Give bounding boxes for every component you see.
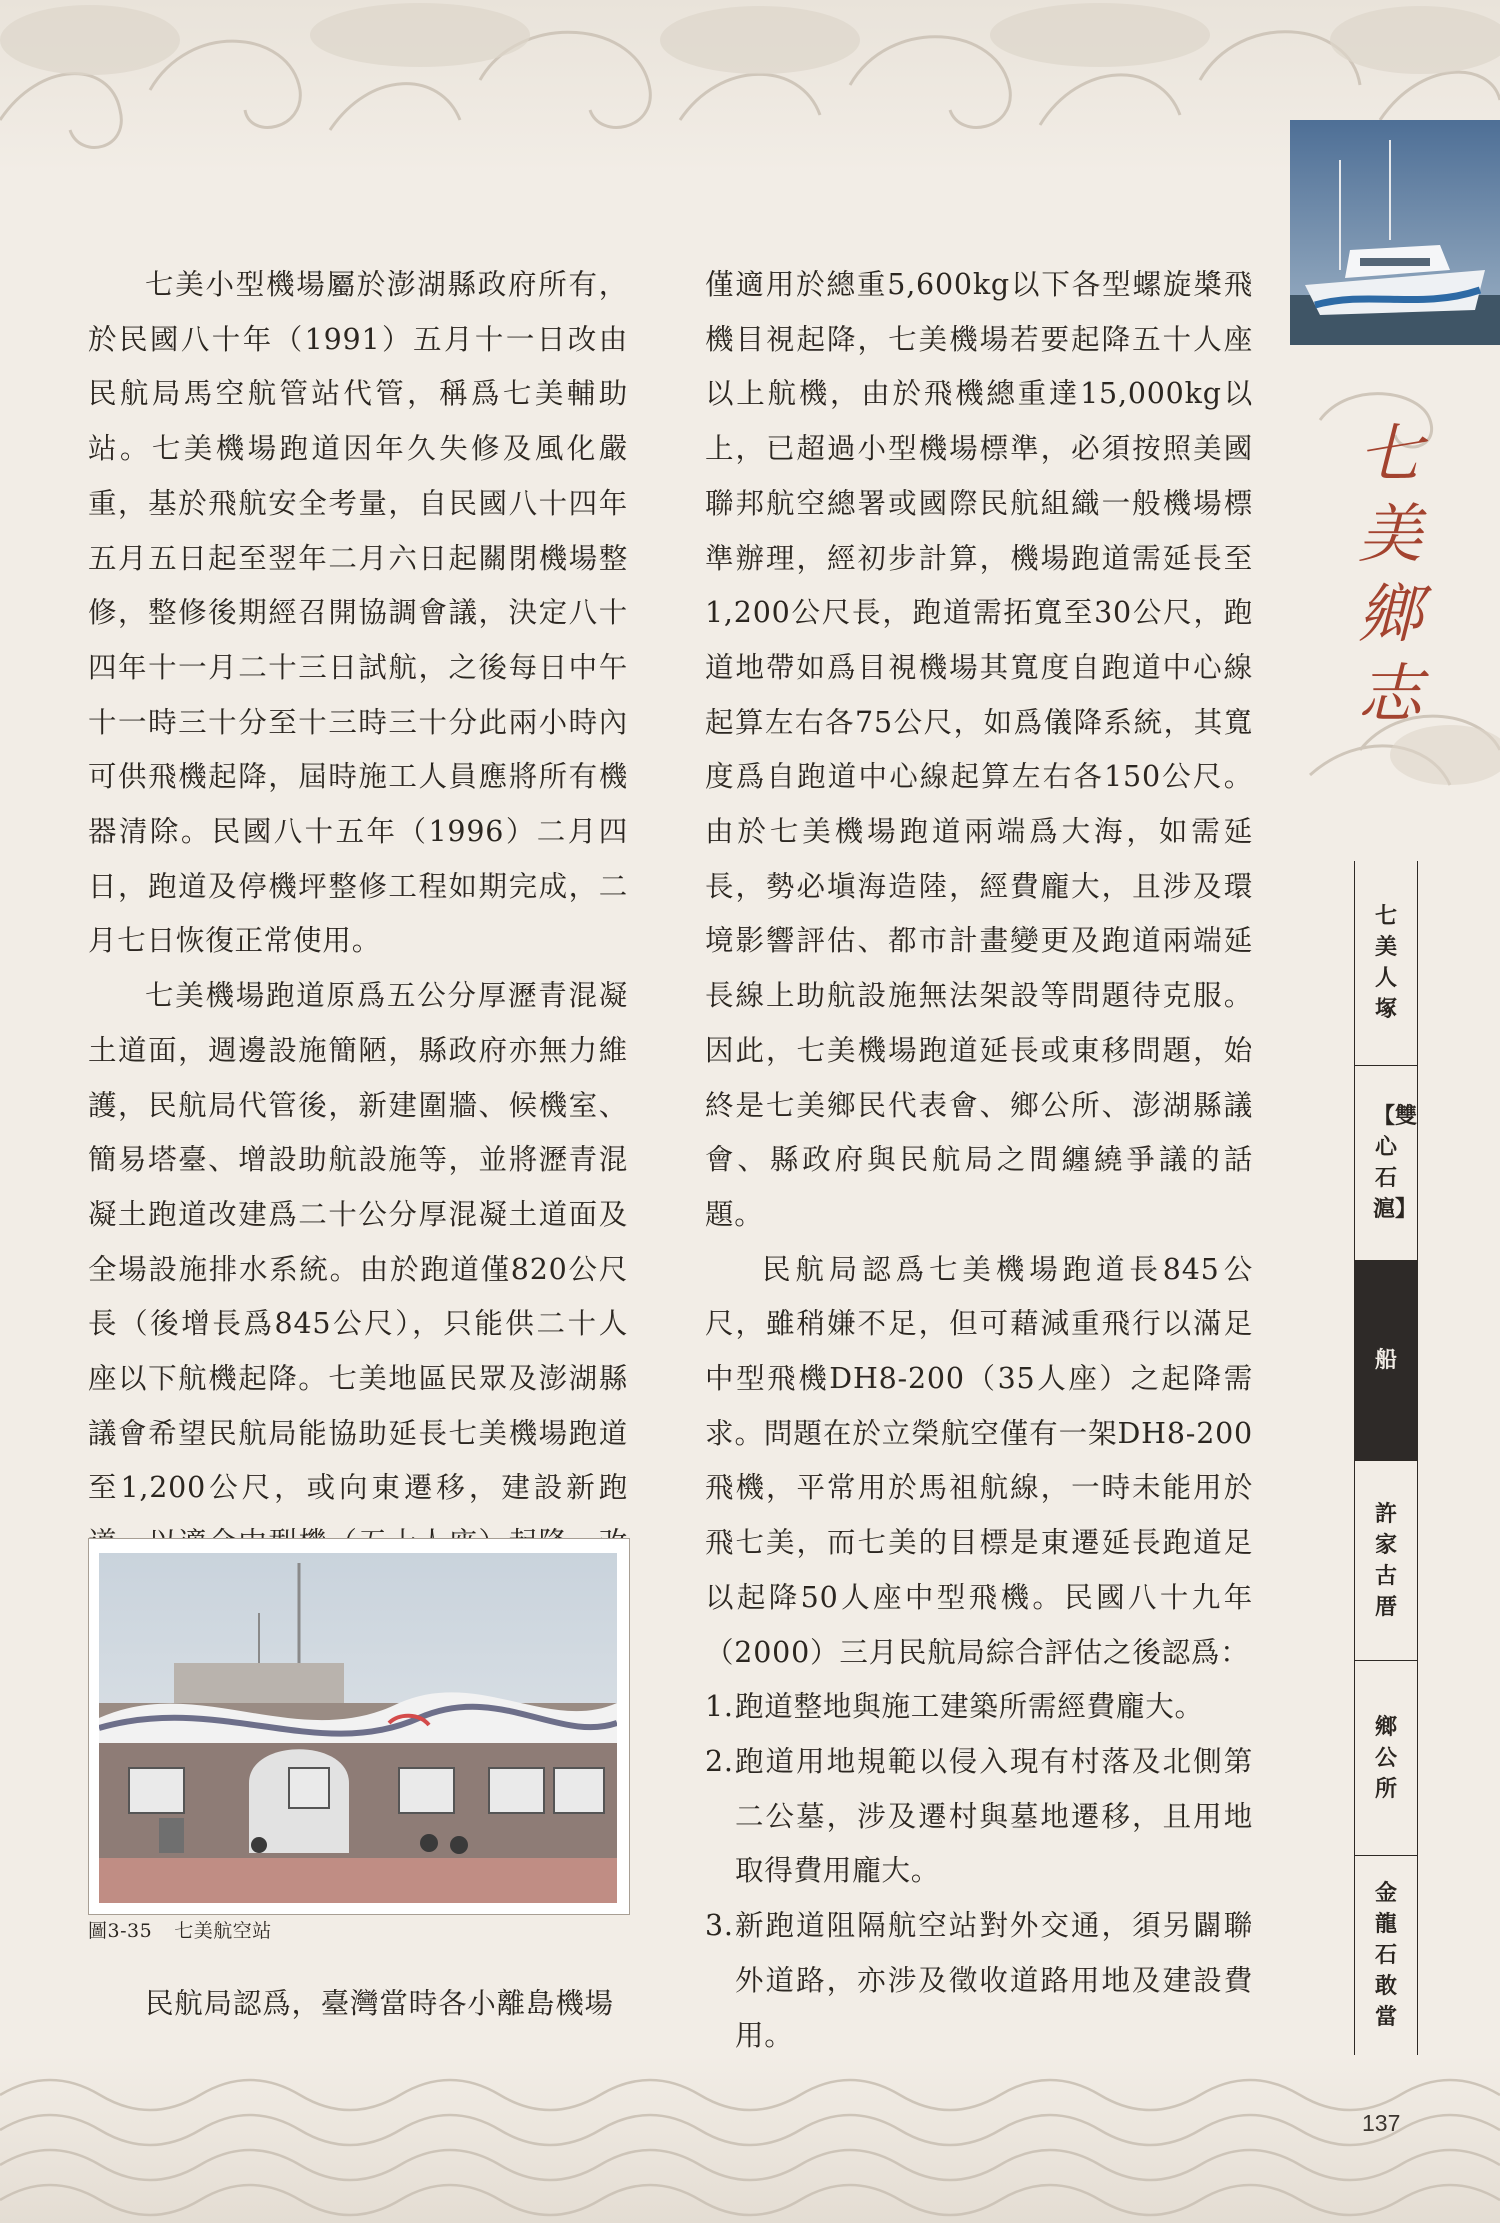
figure-caption [88,1916,294,1943]
side-tab-qimei-tomb[interactable] [1355,861,1417,1066]
figure-frame [88,1538,630,1915]
side-tab-label: 【雙心石滬】 [1373,1104,1418,1222]
right-paragraph-2: 民航局認爲七美機場跑道長845公尺，雖稍嫌不足，但可藉減重飛行以滿足中型飛機DH8-200（35人座）之起降需求。問題在於立榮航空僅有一架DH8-200飛機，平常用於馬祖航線，一時未能用於飛七美，而七美的目標是東遷延長跑道足以起降50人座中型飛機。民國八十九年（2000）三月民航局綜合評估之後認爲： [705,1252,1253,1669]
side-tab-golden-dragon-stone[interactable] [1355,1856,1417,2056]
bottom-wave-decoration [0,2055,1500,2223]
list-text: 新跑道阻隔航空站對外交通，須另闢聯外道路，亦涉及徵收道路用地及建設費用。 [735,1909,1253,2052]
right-paragraph-1: 僅適用於總重5,600kg以下各型螺旋槳飛機目視起降，七美機場若要起降五十人座以上航機，由於飛機總重達15,000kg以上，已超過小型機場標準，必須按照美國聯邦航空總署或國際民航組織一般機場標準辦理，經初步計算，機場跑道需延長至1,200公尺長，跑道需拓寬至30公尺，跑道地帶如爲目視機場其寬度自跑道中心線起算左右各75公尺，如爲儀降系統，其寬度爲自跑道中心線起算左右各150公尺。由於七美機場跑道兩端爲大海，如需延長，勢必塡海造陸，經費龐大，且涉及環境影響評估、都市計畫變更及跑道兩端延長線上助航設施無法架設等問題待克服。因此，七美機場跑道延長或東移問題，始終是七美鄉民代表會、鄉公所、澎湖縣議會、縣政府與民航局之間纏繞爭議的話題。 [705,268,1253,1231]
list-item [705,1680,1253,1735]
left-paragraph-3: 民航局認爲，臺灣當時各小離島機場 [145,1987,614,2020]
right-text-column [705,258,1253,2223]
list-number: 2. [705,1744,734,1778]
side-tab-label: 船 [1374,1348,1397,1373]
side-tab-label: 許家古厝 [1374,1501,1397,1620]
top-cloud-decoration [0,0,1500,175]
figure-number: 圖3-35 [88,1920,153,1942]
side-tab-boat[interactable] [1355,1261,1417,1461]
book-title [1330,415,1450,735]
list-number: 1. [705,1690,734,1724]
book-title-char: 七 [1358,418,1422,492]
ship-photo [1290,120,1500,345]
left-paragraph-1: 七美小型機場屬於澎湖縣政府所有，於民國八十年（1991）五月十一日改由民航局馬空航管站代管，稱爲七美輔助站。七美機場跑道因年久失修及風化嚴重，基於飛航安全考量，自民國八十四年五月五日起至翌年二月六日起關閉機場整修，整修後期經召開協調會議，決定八十四年十一月二十三日試航，之後每日中午十一時三十分至十三時三十分此兩小時內可供飛機起降，屆時施工人員應將所有機器清除。民國八十五年（1996）二月四日，跑道及停機坪整修工程如期完成，二月七日恢復正常使用。 [88,268,628,958]
list-text: 跑道用地規範以侵入現有村落及北側第二公墓，涉及遷村與墓地遷移，且用地取得費用龐大。 [735,1744,1253,1888]
side-tab-hsu-house[interactable] [1355,1461,1417,1661]
airport-station-photo [99,1553,617,1903]
left-column-tail [88,1977,628,2032]
figure-caption-text: 七美航空站 [174,1920,272,1942]
page-number: 137 [1362,2110,1401,2136]
list-number: 3. [705,1909,734,1943]
side-tab-township-office[interactable] [1355,1661,1417,1856]
side-nav [1354,861,1418,2056]
left-text-column [88,258,628,1626]
book-title-char: 美 [1358,498,1422,572]
book-title-char: 鄉 [1358,578,1422,652]
left-paragraph-2: 七美機場跑道原爲五公分厚瀝青混凝土道面，週邊設施簡陋，縣政府亦無力維護，民航局代管後，新建圍牆、候機室、簡易塔臺、增設助航設施等，並將瀝青混凝土跑道改建爲二十公分厚混凝土道面及全場設施排水系統。由於跑道僅820公尺長（後增長爲845公尺），只能供二十人座以下航機起降。七美地區民眾及澎湖縣議會希望民航局能協助延長七美機場跑道至1,200公尺，或向東遷移，建設新跑 [88,979,628,1505]
side-tab-double-heart-weir[interactable] [1355,1066,1417,1261]
book-title-char: 志 [1358,658,1422,732]
side-tab-label: 鄉公所 [1374,1714,1397,1802]
list-text: 跑道整地與施工建築所需經費龐大。 [735,1690,1204,1724]
list-item [705,1899,1253,2063]
side-tab-label: 金龍石敢當 [1374,1881,1397,2030]
side-tab-label: 七美人塚 [1374,904,1397,1022]
list-item [705,1735,1253,1899]
